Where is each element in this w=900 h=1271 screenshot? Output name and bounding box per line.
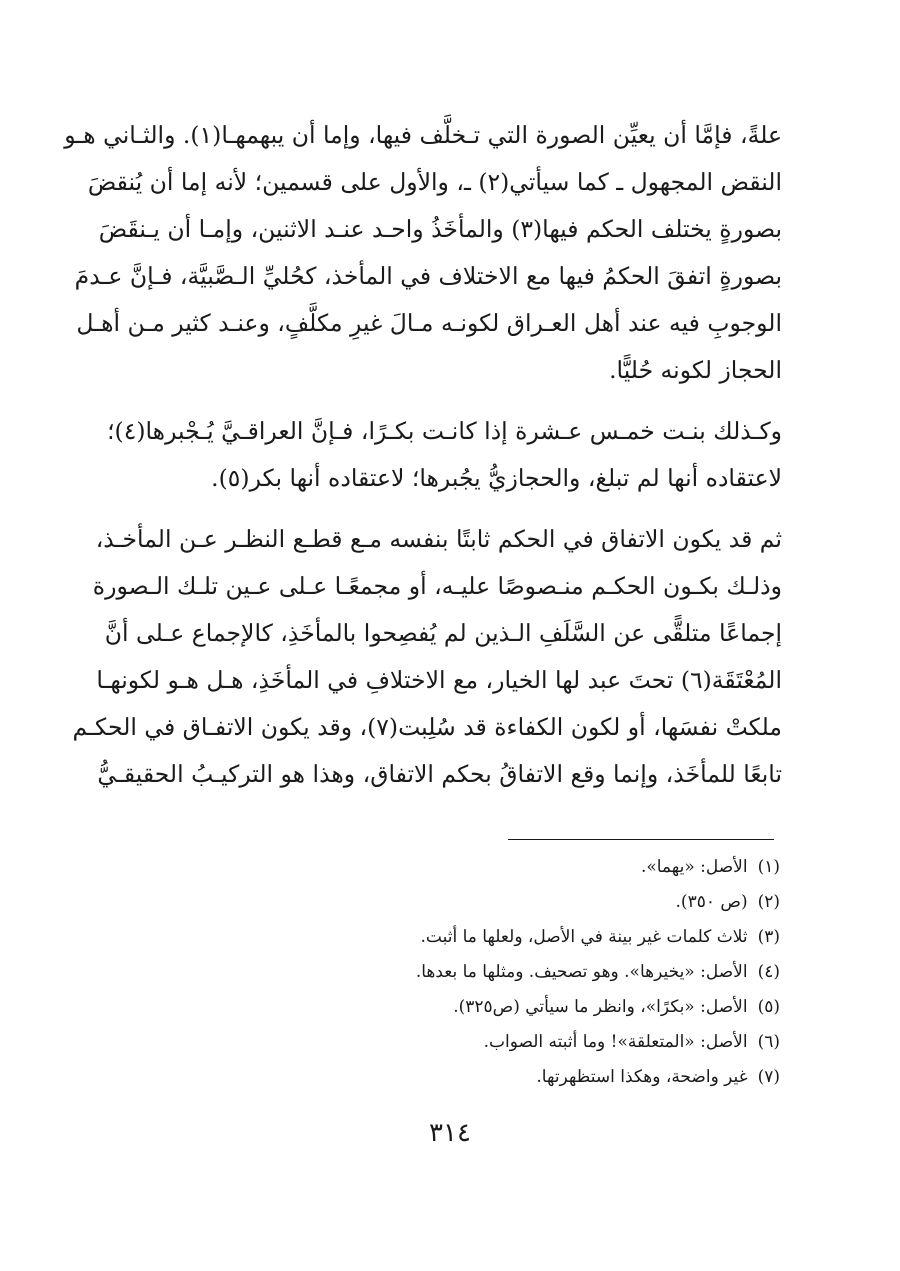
footnote-number: (٦) [757, 1032, 780, 1052]
footnote-2 [140, 885, 780, 920]
footnote-separator [508, 839, 774, 840]
footnote-text: (ص ٣٥٠). [675, 892, 748, 912]
footnote-6 [140, 1025, 780, 1060]
text-line: علةً، فإمَّا أن يعيِّن الصورة التي تـخلَّف فيها، وإما أن يبهمهـا(١). والثـاني هـو [64, 121, 782, 149]
text-line: بصورةٍ اتفقَ الحكمُ فيها مع الاختلاف في المأخذ، كحُليِّ الـصَّبيَّة، فـإنَّ عـدمَ [74, 262, 782, 290]
footnote-text: الأصل: «بكرًا»، وانظر ما سيأتي (ص٣٢٥). [453, 997, 748, 1017]
text-line: وكـذلك بنـت خمـس عـشرة إذا كانـت بكـرًا، فـإنَّ العراقـيَّ يُـجْبرها(٤)؛ [107, 417, 782, 445]
text-line: المُعْتَقَة(٦) تحتَ عبد لها الخيار، مع الاختلافِ في المأخَذِ، هـل هـو لكونهـا [96, 666, 782, 694]
footnote-4 [140, 955, 780, 990]
text-line: لاعتقاده أنها لم تبلغ، والحجازيُّ يجُبرها؛ لاعتقاده أنها بكر(٥). [211, 464, 782, 492]
footnote-5 [140, 990, 780, 1025]
text-line: إجماعًا متلقًّى عن السَّلَفِ الـذين لم يُفصِحوا بالمأخَذِ، كالإجماع عـلى أنَّ [104, 619, 782, 647]
footnote-text: غير واضحة، وهكذا استظهرتها. [536, 1067, 748, 1087]
footnote-text: الأصل: «يخيرها». وهو تصحيف. ومثلها ما بعدها. [415, 962, 748, 982]
footnote-number: (٤) [757, 962, 780, 982]
footnote-3 [140, 920, 780, 955]
text-line: وذلـك بكـون الحكـم منـصوصًا عليـه، أو مجمعًـا عـلى عـين تلـك الـصورة [92, 572, 782, 600]
footnote-number: (٣) [757, 927, 780, 947]
footnote-number: (١) [757, 857, 780, 877]
text-line: بصورةٍ يختلف الحكم فيها(٣) والمأخَذُ واحـد عنـد الاثنين، وإمـا أن يـنقَضَ [98, 215, 782, 243]
footnote-7 [140, 1060, 780, 1095]
text-line: ملكتْ نفسَها، أو لكون الكفاءة قد سُلِبت(٧)، وقد يكون الاتفـاق في الحكـم [72, 713, 782, 741]
page-number: ٣١٤ [429, 1118, 471, 1148]
footnotes [140, 850, 780, 1095]
footnote-number: (٧) [757, 1067, 780, 1087]
footnote-text: الأصل: «المتعلقة»! وما أثبته الصواب. [483, 1032, 748, 1052]
text-line: تابعًا للمأخَذ، وإنما وقع الاتفاقُ بحكم الاتفاق، وهذا هو التركيـبُ الحقيقـيُّ [97, 760, 782, 788]
paragraph-1 [64, 112, 782, 394]
footnote-1 [140, 850, 780, 885]
footnote-text: الأصل: «يهما». [640, 857, 748, 877]
text-line: الحجاز لكونه حُليًّا. [609, 356, 782, 384]
paragraph-2 [107, 408, 782, 502]
main-text [64, 112, 782, 812]
footnote-number: (٢) [757, 892, 780, 912]
paragraph-3 [72, 516, 782, 798]
footnote-text: ثلاث كلمات غير بينة في الأصل، ولعلها ما أثبت. [420, 927, 748, 947]
footnote-number: (٥) [757, 997, 780, 1017]
text-line: النقض المجهول ـ كما سيأتي(٢) ـ، والأول على قسمين؛ لأنه إما أن يُنقضَ [87, 168, 782, 196]
text-line: الوجوبِ فيه عند أهل العـراق لكونـه مـالَ غيرِ مكلَّفٍ، وعنـد كثير مـن أهـل [76, 309, 782, 337]
text-line: ثم قد يكون الاتفاق في الحكم ثابتًا بنفسه مـع قطـع النظـر عـن المأخـذ، [95, 525, 782, 553]
